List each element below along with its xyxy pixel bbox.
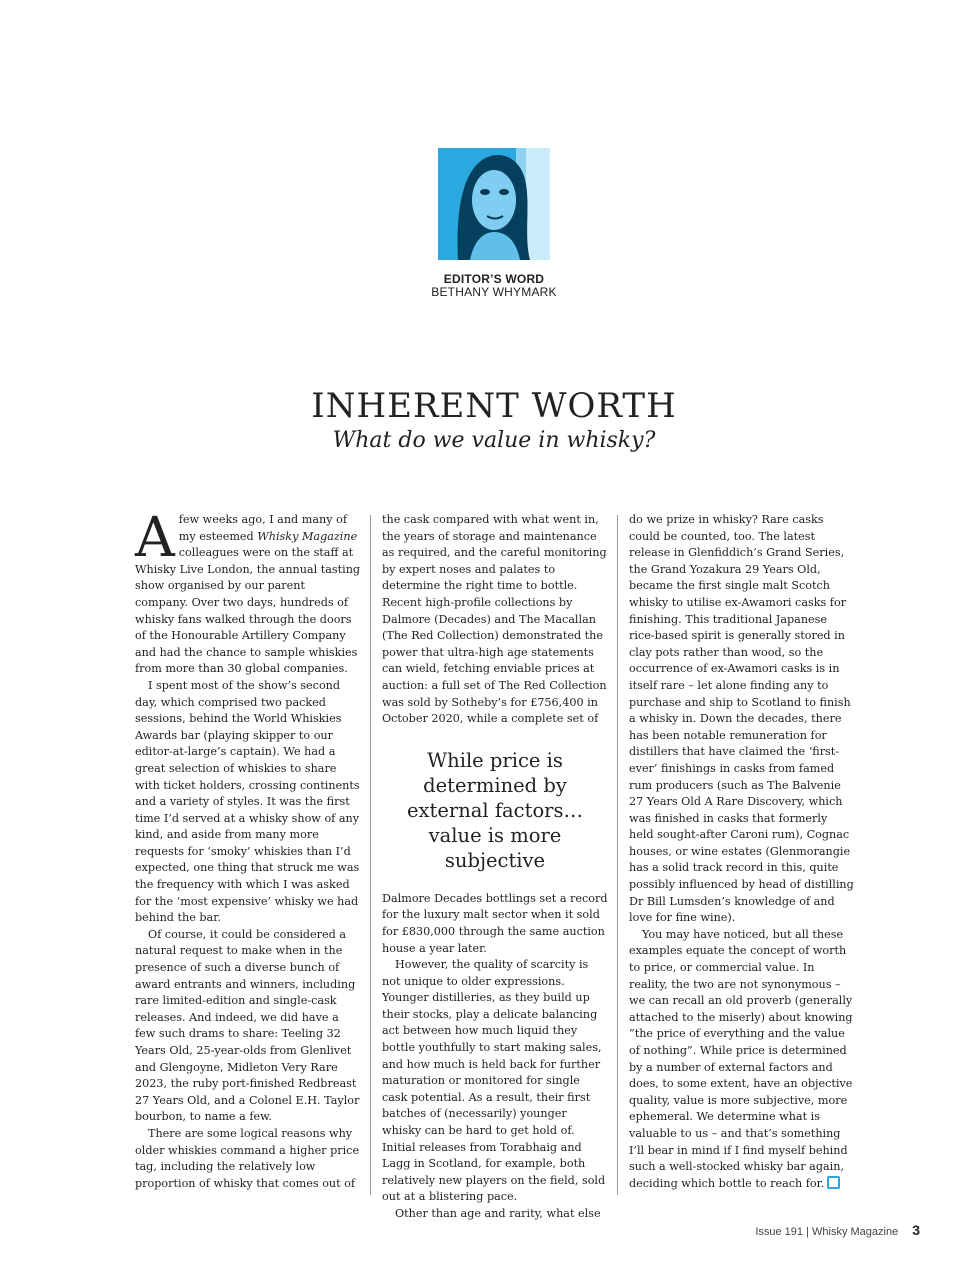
paragraph-4: There are some logical reasons why older whiskies command a higher price tag, including the relatively low proportion of whisky that comes out of [135, 1126, 360, 1190]
paragraph-2: I spent most of the show’s second day, which comprised two packed sessions, behind the World Whiskies Awards bar (playing skipper to our editor-at-large’s captain). We had a great selection of whiskies to share with ticket holders, crossing continents and a variety of styles. It was the first time I’d served at a whisky show of any kind, and aside from many more requests for ‘smoky’ whiskies than I’d expected, one thing that struck me was the frequency with which I was asked for the ‘most expensive’ whisky we had behind the bar. [135, 678, 360, 925]
paragraph-1-rest: colleagues were on the staff at Whisky Live London, the annual tasting show organised by our parent company. Over two days, hundreds of whisky fans walked through the doors of the Honourable Artillery Company and had the chance to sample whiskies from more than 30 global companies. [135, 546, 361, 676]
pull-quote: While price is determined by external factors…value is more subjective [406, 748, 584, 872]
drop-cap: A [135, 505, 175, 569]
paragraph-1 [135, 505, 361, 678]
page-number: 3 [912, 1222, 920, 1238]
byline-author: BETHANY WHYMARK [431, 285, 557, 299]
column-2 [382, 512, 608, 1223]
paragraph-1-lead: few weeks ago, I and many of my esteemed [178, 513, 348, 543]
column-divider [370, 515, 371, 1195]
byline [0, 273, 966, 299]
paragraph-7: However, the quality of scarcity is not unique to older expressions. Younger distilleries, as they build up their stocks, play a delicate balancing act between how much liquid they bottle youthfully to start making sales, and how much is held back for further maturation or monitored for single cask potential. As a result, their first batches of (necessarily) younger whisky can be hard to get hold of. Initial releases from Torabhaig and Lagg in Scotland, for example, both relatively new players on the field, sold out at a blistering pace. [382, 958, 606, 1204]
paragraph-6: Dalmore Decades bottlings set a record for the luxury malt sector when it sold for £830,000 through the same auction house a year later. [382, 891, 608, 955]
paragraph-5: the cask compared with what went in, the years of storage and maintenance as required, and the careful monitoring by expert noses and palates to determine the right time to bottle. Recent high-profile collections by Dalmore (Decades) and The Macallan (The Red Collection) demonstrated the power that ultra-high age statements can wield, fetching enviable prices at auction: a full set of The Red Collection was sold by Sotheby’s for £756,400 in October 2020, while a complete set of [382, 513, 607, 726]
byline-label: EDITOR’S WORD [443, 272, 545, 286]
column-3 [629, 512, 855, 1192]
issue-label: Issue 191 | Whisky Magazine [755, 1226, 899, 1238]
editor-portrait-image [438, 148, 550, 260]
column-1 [135, 505, 361, 1192]
paragraph-10-text: You may have noticed, but all these examples equate the concept of worth to price, or commercial value. In reality, the two are not synonymous – we can recall an old proverb (generally attached to the miserly) about knowing “the price of everything and the value of nothing”. While price is determined by a number of external factors and does, to some extent, have an objective quality, value is more subjective, more ephemeral. We determine what is valuable to us – and that’s something I’ll bear in mind if I find myself behind such a well-stocked whisky bar again, deciding which bottle to reach for. [629, 927, 853, 1190]
editor-portrait [438, 148, 550, 260]
article-standfirst: What do we value in whisky? [332, 428, 656, 453]
publication-name: Whisky Magazine [257, 529, 358, 543]
paragraph-10 [629, 927, 855, 1193]
column-divider [617, 515, 618, 1195]
paragraph-3: Of course, it could be considered a natural request to make when in the presence of such a diverse bunch of award entrants and winners, including rare limited-edition and single-cask releases. And indeed, we did have a few such drams to share: Teeling 32 Years Old, 25-year-olds from Glenlivet and Glengoyne, Midleton Very Rare 2023, the ruby port-finished Redbreast 27 Years Old, and a Colonel E.H. Taylor bourbon, to name a few. [135, 927, 360, 1124]
paragraph-8: Other than age and rarity, what else [395, 1207, 601, 1220]
article-headline: INHERENT WORTH [311, 386, 677, 426]
page-footer [755, 1222, 920, 1238]
end-mark-icon [827, 1176, 840, 1189]
paragraph-9: do we prize in whisky? Rare casks could be counted, too. The latest release in Glenfiddich’s Grand Series, the Grand Yozakura 29 Years Old, became the first single malt Scotch whisky to utilise ex-Awamori casks for finishing. This traditional Japanese rice-based spirit is generally stored in clay pots rather than wood, so the occurrence of ex-Awamori casks is in itself rare – let alone finding any to purchase and ship to Scotland to finish a whisky in. Down the decades, there has been notable remuneration for distillers that have claimed the ‘first-ever’ finishings in casks from famed rum producers (such as The Balvenie 27 Years Old A Rare Discovery, which was finished in casks that formerly held sought-after Caroni rum), Cognac houses, or wine estates (Glenmorangie has a solid track record in this, quite possibly influenced by head of distilling Dr Bill Lumsden’s knowledge of and love for fine wine). [629, 513, 854, 925]
